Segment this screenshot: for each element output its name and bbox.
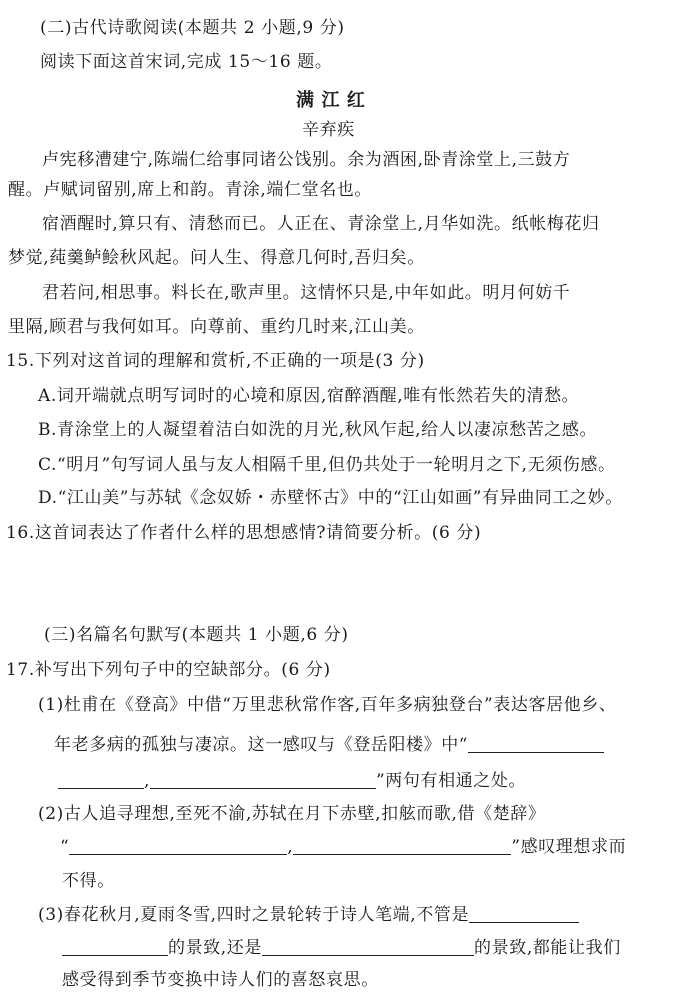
- question-17-part1-line: [54, 733, 604, 757]
- answer-blank[interactable]: [62, 937, 168, 956]
- question-15-option-b: B.青涂堂上的人凝望着洁白如洗的月光,秋风乍起,给人以凄凉愁苦之感。: [38, 420, 598, 440]
- answer-blank[interactable]: [262, 937, 474, 956]
- answer-blank[interactable]: [58, 770, 144, 789]
- question-15-option-d: D.“江山美”与苏轼《念奴娇・赤壁怀古》中的“江山如画”有异曲同工之妙。: [38, 488, 623, 508]
- answer-blank[interactable]: [69, 836, 287, 855]
- poem-stanza1-line: 宿酒醒时,算只有、清愁而已。人正在、青涂堂上,月华如洗。纸帐梅花归: [42, 214, 600, 234]
- question-17-part2-line: (2)古人追寻理想,至死不渝,苏轼在月下赤壁,扣舷而歌,借《楚辞》: [38, 804, 546, 824]
- section3-header: (三)名篇名句默写(本题共 1 小题,6 分): [44, 625, 349, 645]
- question-17-part3-mid: 的景致,还是: [168, 938, 263, 958]
- comma-text: ,: [144, 771, 151, 791]
- poem-author: 辛弃疾: [302, 120, 355, 140]
- section2-header: (二)古代诗歌阅读(本题共 2 小题,9 分): [40, 18, 345, 38]
- poem-title: 满 江 红: [296, 90, 366, 111]
- question-17-part3-line: [38, 903, 579, 927]
- question-17-part2-line: 不得。: [62, 871, 115, 891]
- answer-blank[interactable]: [293, 836, 511, 855]
- poem-stanza1-line: 梦觉,莼羹鲈鲙秋风起。问人生、得意几何时,吾归矣。: [8, 248, 425, 268]
- question-15-option-c: C.“明月”句写词人虽与友人相隔千里,但仍共处于一轮明月之下,无须伤感。: [38, 455, 616, 475]
- question-17-stem: 17.补写出下列句子中的空缺部分。(6 分): [6, 660, 331, 680]
- section2-instruction: 阅读下面这首宋词,完成 15～16 题。: [40, 52, 333, 72]
- question-17-part2-end: ”感叹理想求而: [511, 837, 627, 857]
- question-17-part3-end: 的景致,都能让我们: [474, 938, 621, 958]
- question-17-part1-line: (1)杜甫在《登高》中借“万里悲秋常作客,百年多病独登台”表达客居他乡、: [38, 695, 617, 715]
- poem-preface-line: 醒。卢赋词留别,席上和韵。青涂,端仁堂名也。: [8, 180, 373, 200]
- open-quote: “: [60, 837, 70, 857]
- question-17-part3-line: [62, 936, 621, 960]
- question-17-part3-line: 感受得到季节变换中诗人们的喜怒哀思。: [62, 970, 379, 990]
- poem-stanza2-line: 里隔,顾君与我何如耳。向尊前、重约几时来,江山美。: [8, 317, 425, 337]
- answer-blank[interactable]: [150, 770, 376, 789]
- comma-text: ,: [287, 837, 294, 857]
- poem-stanza2-line: 君若问,相思事。料长在,歌声里。这情怀只是,中年如此。明月何妨千: [42, 283, 571, 303]
- poem-preface-line: 卢宪移漕建宁,陈端仁给事同诸公饯别。余为酒困,卧青涂堂上,三鼓方: [42, 150, 571, 170]
- answer-blank[interactable]: [468, 734, 604, 753]
- question-17-part3-text: (3)春花秋月,夏雨冬雪,四时之景轮转于诗人笔端,不管是: [38, 905, 470, 925]
- question-17-part1-text: 年老多病的孤独与凄凉。这一感叹与《登岳阳楼》中“: [54, 735, 469, 755]
- question-17-part1-end: ”两句有相通之处。: [376, 771, 527, 791]
- question-15-stem: 15.下列对这首词的理解和赏析,不正确的一项是(3 分): [6, 351, 425, 371]
- answer-blank[interactable]: [469, 904, 579, 923]
- question-15-option-a: A.词开端就点明写词时的心境和原因,宿醉酒醒,唯有怅然若失的清愁。: [38, 386, 580, 406]
- question-17-part1-line: [58, 769, 526, 793]
- question-17-part2-line: [60, 835, 626, 859]
- question-16-stem: 16.这首词表达了作者什么样的思想感情?请简要分析。(6 分): [6, 523, 482, 543]
